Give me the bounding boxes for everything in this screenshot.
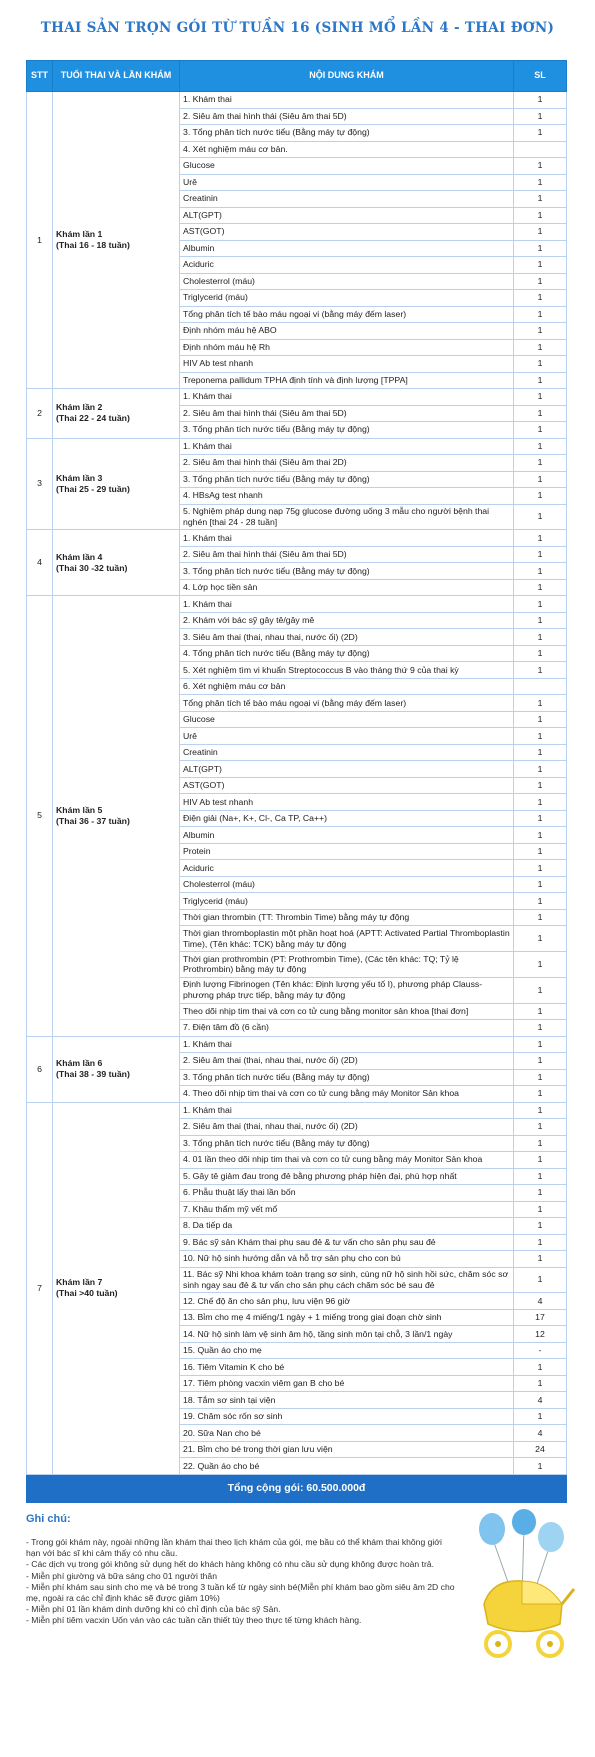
stt-cell: 7 — [27, 1102, 53, 1474]
item-content: 4. Tổng phân tích nước tiểu (Bằng máy tự động) — [180, 645, 514, 662]
item-quantity: 1 — [514, 563, 567, 580]
item-content: HIV Ab test nhanh — [180, 794, 514, 811]
header-stt: STT — [27, 61, 53, 92]
item-content: 22. Quần áo cho bé — [180, 1458, 514, 1475]
item-content: Định nhóm máu hệ ABO — [180, 323, 514, 340]
note-item: - Miễn phí giường và bữa sáng cho 01 người thân — [26, 1570, 217, 1581]
item-content: 3. Siêu âm thai (thai, nhau thai, nước ối) (2D) — [180, 629, 514, 646]
item-quantity: 1 — [514, 125, 567, 142]
item-content: 2. Siêu âm thai hình thái (Siêu âm thai 5D) — [180, 405, 514, 422]
item-content: AST(GOT) — [180, 777, 514, 794]
note-item: - Trong gói khám này, ngoài những lần khám thai theo lịch khám của gói, mẹ bầu có thể khám thai không giới hạn với bác sĩ khi cảm thấy có nhu cầu. — [26, 1537, 442, 1559]
item-content: 3. Tổng phân tích nước tiểu (Bằng máy tự động) — [180, 125, 514, 142]
visit-label: Khám lần 3 — [56, 473, 103, 483]
item-content: 1. Khám thai — [180, 389, 514, 406]
item-quantity: 1 — [514, 422, 567, 439]
item-quantity: 1 — [514, 629, 567, 646]
item-quantity: 1 — [514, 843, 567, 860]
visit-cell — [53, 389, 180, 439]
item-quantity: 1 — [514, 711, 567, 728]
item-quantity: 1 — [514, 290, 567, 307]
visit-label: Khám lần 6 — [56, 1058, 103, 1069]
package-table — [26, 60, 567, 1503]
visit-label: Khám lần 7 — [56, 1277, 103, 1288]
item-quantity: 1 — [514, 645, 567, 662]
item-quantity: 1 — [514, 273, 567, 290]
visit-label: Khám lần 5 — [56, 805, 103, 815]
item-quantity: 1 — [514, 1218, 567, 1235]
visit-week-range: (Thai 38 - 39 tuần) — [56, 1069, 130, 1079]
item-content: Định lượng Fibrinogen (Tên khác: Định lượng yếu tố I), phương pháp Clauss- phương pháp trực tiếp, bằng máy tự động — [180, 977, 514, 1003]
item-quantity: 1 — [514, 827, 567, 844]
item-content: 7. Điện tâm đồ (6 cần) — [180, 1020, 514, 1037]
item-content: Creatinin — [180, 744, 514, 761]
item-quantity: 1 — [514, 1234, 567, 1251]
stt-cell: 5 — [27, 596, 53, 1036]
item-quantity: 1 — [514, 1185, 567, 1202]
balloon-icon — [538, 1522, 564, 1552]
item-content: Glucose — [180, 158, 514, 175]
item-quantity: 1 — [514, 306, 567, 323]
stt-cell: 3 — [27, 438, 53, 530]
item-quantity: 1 — [514, 455, 567, 472]
item-content: Tổng phân tích tế bào máu ngoại vi (bằng máy đếm laser) — [180, 695, 514, 712]
item-quantity: 1 — [514, 893, 567, 910]
item-quantity: 1 — [514, 1003, 567, 1020]
visit-label: Khám lần 1 — [56, 229, 103, 240]
item-content: Aciduric — [180, 860, 514, 877]
item-quantity: 1 — [514, 876, 567, 893]
item-content: Urê — [180, 174, 514, 191]
item-content: 7. Khâu thẩm mỹ vết mổ — [180, 1201, 514, 1218]
item-content: Albumin — [180, 240, 514, 257]
item-quantity: 1 — [514, 662, 567, 679]
item-content: 16. Tiêm Vitamin K cho bé — [180, 1359, 514, 1376]
item-content: Cholesterrol (máu) — [180, 273, 514, 290]
item-quantity: 1 — [514, 1053, 567, 1070]
page-title: THAI SẢN TRỌN GÓI TỪ TUẦN 16 (SINH MỔ LẦN 4 - THAI ĐƠN) — [40, 20, 555, 36]
item-quantity: 1 — [514, 1119, 567, 1136]
item-quantity: 1 — [514, 405, 567, 422]
item-content: 17. Tiêm phòng vacxin viêm gan B cho bé — [180, 1375, 514, 1392]
item-content: Tổng phân tích tế bào máu ngoại vi (bằng máy đếm laser) — [180, 306, 514, 323]
item-content: Aciduric — [180, 257, 514, 274]
item-quantity: 1 — [514, 1069, 567, 1086]
item-content: 3. Tổng phân tích nước tiểu (Bằng máy tự động) — [180, 471, 514, 488]
item-content: Định nhóm máu hệ Rh — [180, 339, 514, 356]
item-content: 13. Bỉm cho mẹ 4 miếng/1 ngày + 1 miếng trong giai đoạn chờ sinh — [180, 1309, 514, 1326]
item-quantity: 1 — [514, 339, 567, 356]
item-quantity: 1 — [514, 695, 567, 712]
visit-cell — [53, 596, 180, 1036]
item-content: 5. Nghiệm pháp dung nạp 75g glucose đường uống 3 mẫu cho người bệnh thai nghén [thai 24 - 28 tuần] — [180, 504, 514, 530]
item-content: 4. 01 lần theo dõi nhịp tim thai và cơn co tử cung bằng máy Monitor Sản khoa — [180, 1152, 514, 1169]
item-content: 3. Tổng phân tích nước tiểu (Bằng máy tự động) — [180, 1069, 514, 1086]
visit-cell — [53, 1036, 180, 1102]
item-quantity: 1 — [514, 1251, 567, 1268]
item-quantity: 1 — [514, 323, 567, 340]
header-visit: TUỔI THAI VÀ LẦN KHÁM — [53, 61, 180, 92]
stt-cell: 6 — [27, 1036, 53, 1102]
item-content: 1. Khám thai — [180, 438, 514, 455]
item-content: 1. Khám thai — [180, 1036, 514, 1053]
item-quantity: 1 — [514, 1267, 567, 1293]
visit-week-range: (Thai >40 tuần) — [56, 1288, 118, 1299]
item-content: 3. Tổng phân tích nước tiểu (Bằng máy tự động) — [180, 563, 514, 580]
item-quantity: 1 — [514, 1135, 567, 1152]
baby-stroller-icon — [462, 1509, 580, 1669]
visit-cell — [53, 530, 180, 596]
item-quantity: 1 — [514, 158, 567, 175]
item-content: Glucose — [180, 711, 514, 728]
item-content: 11. Bác sỹ Nhi khoa khám toàn trạng sơ sinh, cùng nữ hộ sinh hồi sức, chăm sóc sơ sinh ngay sau đẻ & tư vấn cho sản phụ cách chăm sóc bé sau đẻ — [180, 1267, 514, 1293]
item-quantity: 4 — [514, 1392, 567, 1409]
item-quantity: 1 — [514, 1036, 567, 1053]
total-row — [27, 1474, 567, 1502]
table-row — [27, 438, 567, 455]
notes-list — [26, 1537, 456, 1626]
visit-week-range: (Thai 36 - 37 tuần) — [56, 815, 130, 826]
table-row — [27, 1036, 567, 1053]
item-quantity: 1 — [514, 240, 567, 257]
item-content: AST(GOT) — [180, 224, 514, 241]
item-content: 14. Nữ hộ sinh làm vệ sinh âm hộ, tầng sinh môn tại chỗ, 3 lần/1 ngày — [180, 1326, 514, 1343]
stt-cell: 4 — [27, 530, 53, 596]
item-content: 2. Siêu âm thai (thai, nhau thai, nước ối) (2D) — [180, 1119, 514, 1136]
item-content: 4. HBsAg test nhanh — [180, 488, 514, 505]
item-quantity: 1 — [514, 1086, 567, 1103]
item-content: 15. Quần áo cho mẹ — [180, 1342, 514, 1359]
item-quantity: 1 — [514, 488, 567, 505]
item-quantity: 1 — [514, 977, 567, 1003]
item-quantity: 1 — [514, 224, 567, 241]
item-quantity: 1 — [514, 596, 567, 613]
item-quantity: 1 — [514, 794, 567, 811]
item-content: Creatinin — [180, 191, 514, 208]
item-quantity: 1 — [514, 909, 567, 926]
item-quantity: 1 — [514, 174, 567, 191]
item-content: 4. Xét nghiệm máu cơ bản. — [180, 141, 514, 158]
item-content: Cholesterrol (máu) — [180, 876, 514, 893]
visit-cell — [53, 438, 180, 530]
item-content: Triglycerid (máu) — [180, 893, 514, 910]
item-quantity: 1 — [514, 728, 567, 745]
item-content: 3. Tổng phân tích nước tiểu (Bằng máy tự động) — [180, 422, 514, 439]
item-quantity: 1 — [514, 612, 567, 629]
item-quantity: 1 — [514, 356, 567, 373]
item-content: 2. Khám với bác sỹ gây tê/gây mê — [180, 612, 514, 629]
table-header-row — [27, 61, 567, 92]
item-quantity: 1 — [514, 504, 567, 530]
item-quantity: - — [514, 1342, 567, 1359]
item-quantity: 24 — [514, 1441, 567, 1458]
item-quantity: 1 — [514, 471, 567, 488]
item-content: 2. Siêu âm thai hình thái (Siêu âm thai 2D) — [180, 455, 514, 472]
item-quantity: 1 — [514, 579, 567, 596]
item-content: 3. Tổng phân tích nước tiểu (Bằng máy tự động) — [180, 1135, 514, 1152]
item-quantity: 1 — [514, 810, 567, 827]
item-quantity: 12 — [514, 1326, 567, 1343]
item-quantity — [514, 678, 567, 695]
item-content: Albumin — [180, 827, 514, 844]
item-content: Protein — [180, 843, 514, 860]
stt-cell: 1 — [27, 92, 53, 389]
package-total: Tổng cộng gói: 60.500.000đ — [27, 1474, 567, 1502]
note-item: - Miễn phí khám sau sinh cho mẹ và bé trong 3 tuần kể từ ngày sinh bé(Miễn phí khám bao gồm siêu âm 2D cho mẹ, ngoài ra các chỉ định khác sẽ được giảm 10%) — [26, 1581, 455, 1603]
item-quantity: 1 — [514, 207, 567, 224]
item-content: 20. Sữa Nan cho bé — [180, 1425, 514, 1442]
item-quantity: 1 — [514, 1408, 567, 1425]
item-quantity: 1 — [514, 108, 567, 125]
item-quantity: 4 — [514, 1293, 567, 1310]
item-quantity: 1 — [514, 92, 567, 109]
item-content: 4. Theo dõi nhịp tim thai và cơn co tử cung bằng máy Monitor Sản khoa — [180, 1086, 514, 1103]
item-quantity: 1 — [514, 257, 567, 274]
header-sl: SL — [514, 61, 567, 92]
item-content: ALT(GPT) — [180, 207, 514, 224]
item-content: Thời gian prothrombin (PT: Prothrombin Time), (Các tên khác: TQ; Tỷ lệ Prothrombin) bằng máy tự động — [180, 952, 514, 978]
item-quantity: 1 — [514, 1020, 567, 1037]
item-content: Treponema pallidum TPHA định tính và định lượng [TPPA] — [180, 372, 514, 389]
item-content: 1. Khám thai — [180, 1102, 514, 1119]
item-content: 4. Lớp học tiền sản — [180, 579, 514, 596]
visit-label: Khám lần 4 — [56, 551, 103, 562]
item-quantity: 1 — [514, 530, 567, 547]
item-content: 12. Chế độ ăn cho sản phụ, lưu viện 96 giờ — [180, 1293, 514, 1310]
item-quantity: 1 — [514, 1152, 567, 1169]
item-content: Triglycerid (máu) — [180, 290, 514, 307]
item-content: Thời gian thrombin (TT: Thrombin Time) bằng máy tự động — [180, 909, 514, 926]
header-content: NỘI DUNG KHÁM — [180, 61, 514, 92]
visit-week-range: (Thai 16 - 18 tuần) — [56, 240, 130, 250]
item-quantity: 4 — [514, 1425, 567, 1442]
item-quantity: 1 — [514, 546, 567, 563]
item-content: 21. Bỉm cho bé trong thời gian lưu viện — [180, 1441, 514, 1458]
item-content: 9. Bác sỹ sản Khám thai phụ sau đẻ & tư vấn cho sản phụ sau đẻ — [180, 1234, 514, 1251]
item-content: 6. Xét nghiệm máu cơ bản — [180, 678, 514, 695]
table-row — [27, 389, 567, 406]
item-quantity: 1 — [514, 1201, 567, 1218]
item-quantity: 1 — [514, 1168, 567, 1185]
item-quantity: 1 — [514, 860, 567, 877]
item-content: Thời gian thromboplastin một phần hoạt hoá (APTT: Activated Partial Thromboplastin Time), (Tên khác: TCK) bằng máy tự động — [180, 926, 514, 952]
item-quantity: 1 — [514, 1102, 567, 1119]
item-quantity: 1 — [514, 926, 567, 952]
item-quantity: 1 — [514, 777, 567, 794]
table-row — [27, 1102, 567, 1119]
item-quantity: 17 — [514, 1309, 567, 1326]
note-item: - Miễn phí tiêm vacxin Uốn ván vào các tuần cần thiết tùy theo thực tế từng khách hàng. — [26, 1615, 362, 1626]
notes-title: Ghi chú: — [26, 1513, 71, 1525]
item-content: 10. Nữ hộ sinh hướng dẫn và hỗ trợ sản phụ cho con bú — [180, 1251, 514, 1268]
item-content: 19. Chăm sóc rốn sơ sinh — [180, 1408, 514, 1425]
item-content: 2. Siêu âm thai hình thái (Siêu âm thai 5D) — [180, 546, 514, 563]
table-row — [27, 92, 567, 109]
visit-cell — [53, 1102, 180, 1474]
item-quantity: 1 — [514, 372, 567, 389]
item-content: 1. Khám thai — [180, 530, 514, 547]
visit-label: Khám lần 2 — [56, 402, 103, 413]
note-item: - Miễn phí 01 lần khám dinh dưỡng khi có chỉ định của bác sỹ Sản. — [26, 1604, 281, 1615]
item-content: 1. Khám thai — [180, 92, 514, 109]
item-content: ALT(GPT) — [180, 761, 514, 778]
item-quantity: 1 — [514, 952, 567, 978]
visit-week-range: (Thai 25 - 29 tuần) — [56, 483, 130, 494]
item-content: 6. Phẫu thuật lấy thai lần bốn — [180, 1185, 514, 1202]
item-quantity: 1 — [514, 744, 567, 761]
visit-cell — [53, 92, 180, 389]
note-item: - Các dịch vụ trong gói không sử dụng hết do khách hàng không có nhu cầu sử dụng không được hoàn trả. — [26, 1559, 434, 1570]
item-content: HIV Ab test nhanh — [180, 356, 514, 373]
item-quantity: 1 — [514, 438, 567, 455]
item-quantity: 1 — [514, 1359, 567, 1376]
visit-week-range: (Thai 22 - 24 tuần) — [56, 413, 130, 424]
item-content: 1. Khám thai — [180, 596, 514, 613]
item-quantity: 1 — [514, 1458, 567, 1475]
item-content: 2. Siêu âm thai hình thái (Siêu âm thai 5D) — [180, 108, 514, 125]
visit-week-range: (Thai 30 -32 tuần) — [56, 562, 128, 573]
item-quantity — [514, 141, 567, 158]
item-content: 5. Xét nghiệm tìm vi khuẩn Streptococcus B vào tháng thứ 9 của thai kỳ — [180, 662, 514, 679]
item-quantity: 1 — [514, 389, 567, 406]
item-content: 8. Da tiếp da — [180, 1218, 514, 1235]
item-content: 5. Gây tê giảm đau trong đẻ bằng phương pháp hiện đại, phù hợp nhất — [180, 1168, 514, 1185]
item-content: 18. Tắm sơ sinh tại viện — [180, 1392, 514, 1409]
item-quantity: 1 — [514, 1375, 567, 1392]
item-content: Urê — [180, 728, 514, 745]
table-row — [27, 530, 567, 547]
item-content: Điện giải (Na+, K+, Cl-, Ca TP, Ca++) — [180, 810, 514, 827]
balloon-icon — [512, 1509, 536, 1535]
item-quantity: 1 — [514, 761, 567, 778]
balloon-icon — [479, 1513, 505, 1545]
stt-cell: 2 — [27, 389, 53, 439]
item-content: Theo dõi nhịp tim thai và cơn co tử cung bằng monitor sản khoa [thai đơn] — [180, 1003, 514, 1020]
item-content: 2. Siêu âm thai (thai, nhau thai, nước ối) (2D) — [180, 1053, 514, 1070]
item-quantity: 1 — [514, 191, 567, 208]
table-row — [27, 596, 567, 613]
